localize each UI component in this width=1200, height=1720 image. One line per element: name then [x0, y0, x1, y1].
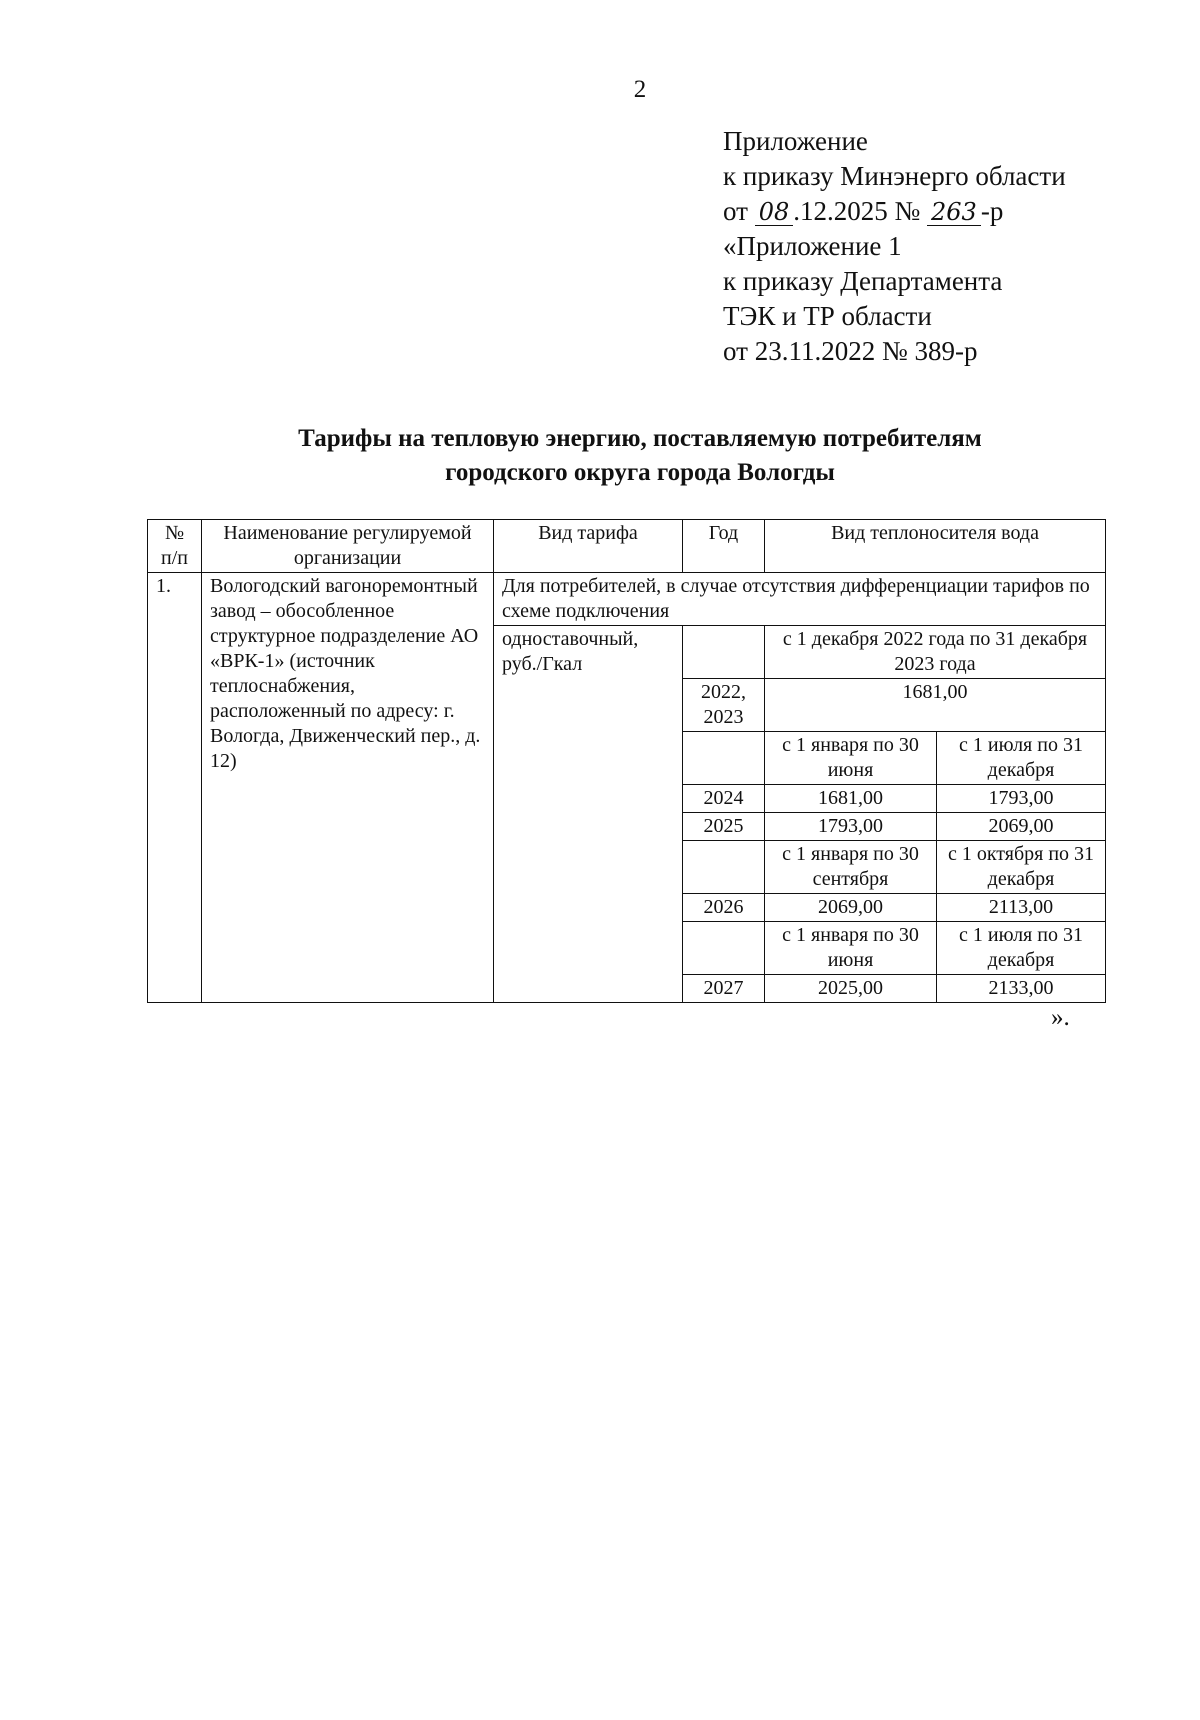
- value-cell: 2133,00: [937, 975, 1106, 1003]
- order-date-suffix: -р: [980, 196, 1004, 226]
- period-label: с 1 октября по 31 декабря: [937, 841, 1106, 894]
- value-cell: 1793,00: [765, 813, 937, 841]
- tariff-type: одноставочный, руб./Гкал: [494, 626, 683, 1003]
- year-cell-empty: [683, 841, 765, 894]
- consumers-note: Для потребителей, в случае отсутствия дифференциации тарифов по схеме подключения: [494, 573, 1106, 626]
- header-name: Наименование регулируемой организации: [202, 520, 494, 573]
- header-year: Год: [683, 520, 765, 573]
- value-cell: 1681,00: [765, 785, 937, 813]
- table-header-row: [148, 520, 1106, 573]
- value-cell: 2113,00: [937, 894, 1106, 922]
- appendix-block: [723, 124, 1066, 369]
- table-row: [148, 573, 1106, 626]
- period-2022-2023: с 1 декабря 2022 года по 31 декабря 2023 года: [765, 626, 1106, 679]
- organization-name: Вологодский вагоноремонтный завод – обособленное структурное подразделение АО «ВРК-1» (источник теплоснабжения, расположенный по адресу: г. Вологда, Движенческий пер., д. 12): [202, 573, 494, 1003]
- closing-quote: ».: [1051, 1004, 1070, 1031]
- year-cell: 2027: [683, 975, 765, 1003]
- appendix-order-date: [723, 194, 1066, 229]
- appendix-order-ref: к приказу Минэнерго области: [723, 161, 1066, 191]
- year-cell: 2025: [683, 813, 765, 841]
- page-number: 2: [633, 76, 647, 103]
- value-cell: 2025,00: [765, 975, 937, 1003]
- row-number: 1.: [148, 573, 202, 1003]
- handwritten-number: 263: [927, 199, 981, 226]
- appendix-department-name: ТЭК и ТР области: [723, 301, 932, 331]
- year-cell-empty: [683, 732, 765, 785]
- tariffs-table: [147, 519, 1106, 1003]
- value-cell: 1793,00: [937, 785, 1106, 813]
- year-cell: 2024: [683, 785, 765, 813]
- year-2022-2023: 2022, 2023: [683, 679, 765, 732]
- period-label: с 1 января по 30 июня: [765, 922, 937, 975]
- period-label: с 1 июля по 31 декабря: [937, 732, 1106, 785]
- value-cell: 2069,00: [765, 894, 937, 922]
- order-date-mid: .12.2025 №: [793, 196, 921, 226]
- appendix-title: Приложение: [723, 126, 868, 156]
- year-cell-empty: [683, 626, 765, 679]
- period-label: с 1 июля по 31 декабря: [937, 922, 1106, 975]
- document-title: [140, 422, 1140, 490]
- year-cell-empty: [683, 922, 765, 975]
- value-cell: 2069,00: [937, 813, 1106, 841]
- appendix-department-ref: к приказу Департамента: [723, 266, 1003, 296]
- appendix-original-title: «Приложение 1: [723, 231, 902, 261]
- value-2022-2023: 1681,00: [765, 679, 1106, 732]
- period-label: с 1 января по 30 сентября: [765, 841, 937, 894]
- year-cell: 2026: [683, 894, 765, 922]
- appendix-original-date: от 23.11.2022 № 389-р: [723, 336, 978, 366]
- title-line-2: городского округа города Вологды: [445, 459, 835, 486]
- handwritten-day: 08: [755, 199, 794, 226]
- title-line-1: Тарифы на тепловую энергию, поставляемую потребителям: [298, 425, 982, 452]
- header-carrier: Вид теплоносителя вода: [765, 520, 1106, 573]
- order-date-prefix: от: [723, 196, 748, 226]
- header-num: № п/п: [148, 520, 202, 573]
- period-label: с 1 января по 30 июня: [765, 732, 937, 785]
- header-tariff-type: Вид тарифа: [494, 520, 683, 573]
